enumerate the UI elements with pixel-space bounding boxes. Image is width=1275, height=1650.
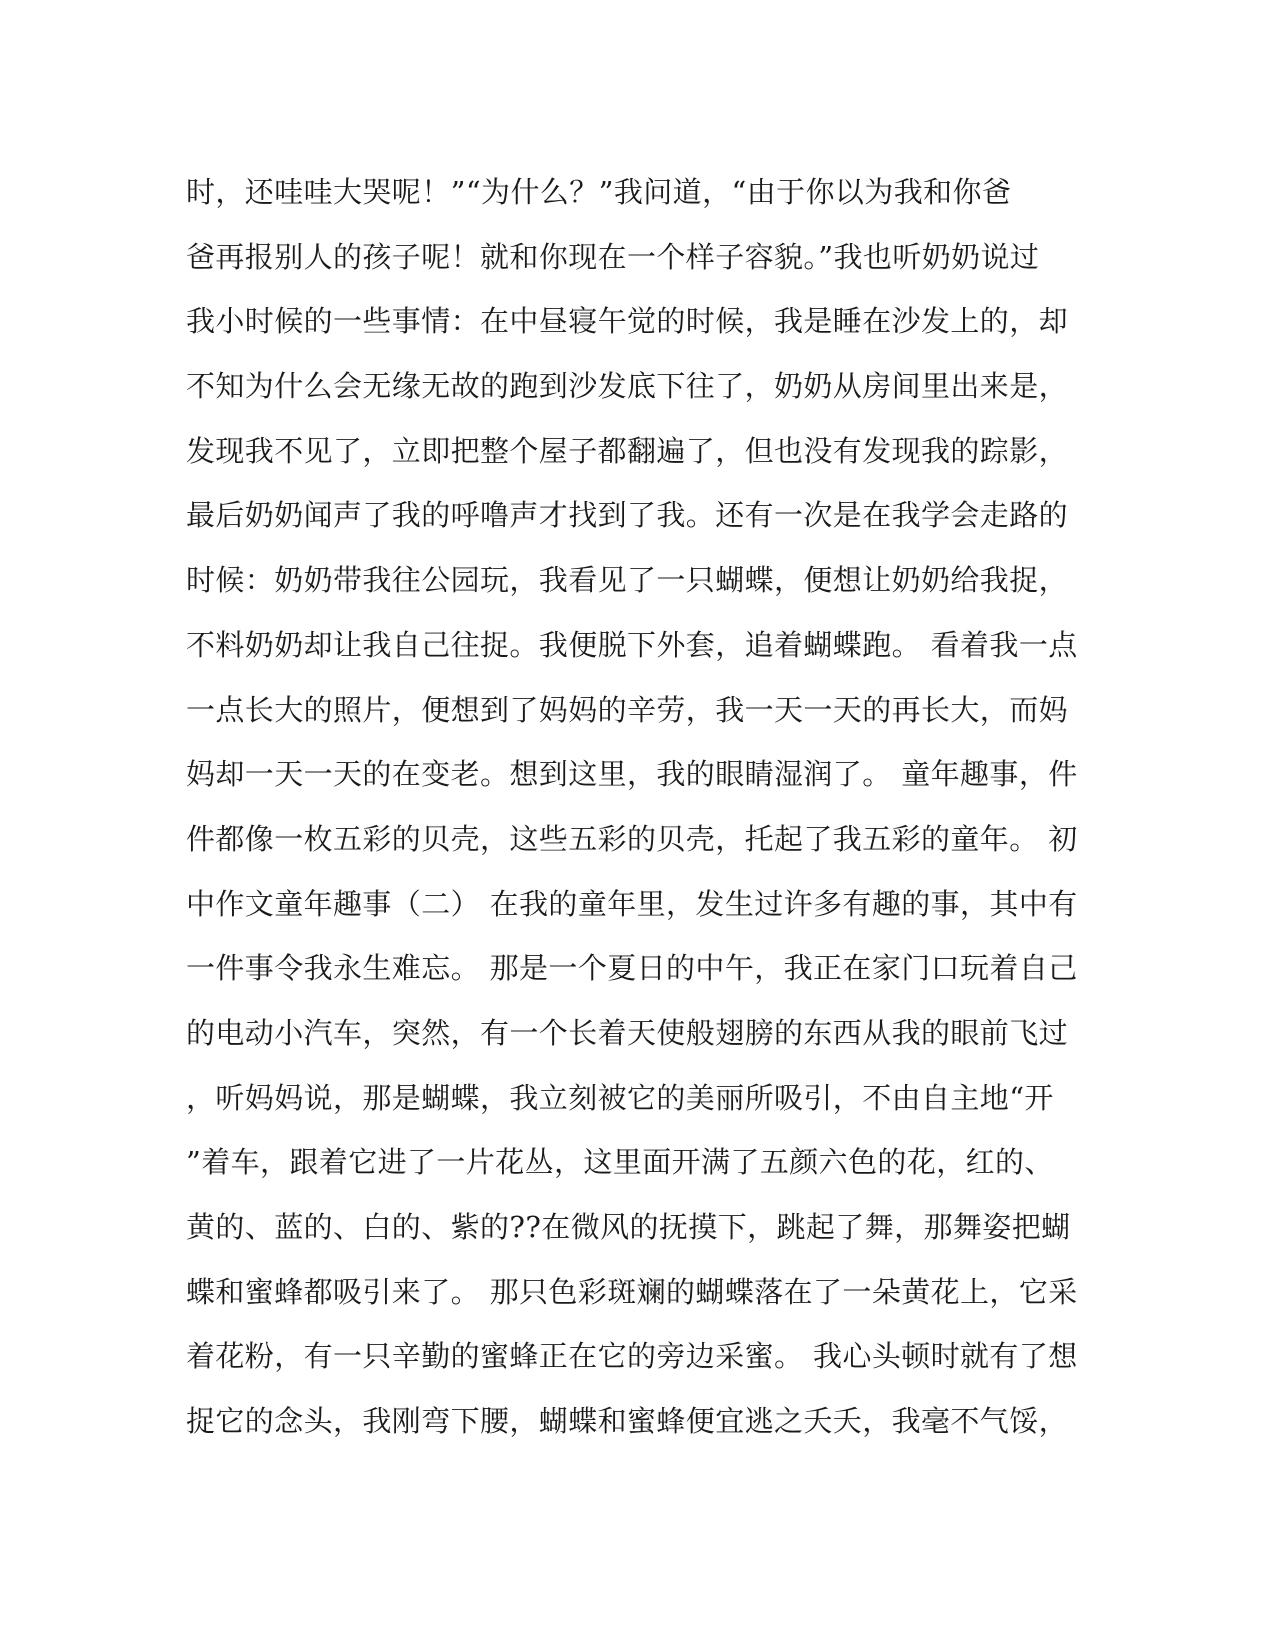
text-line-2: 爸再报别人的孩子呢！就和你现在一个样子容貌。”我也听奶奶说过 (186, 239, 1040, 274)
text-line-16: ”着车，跟着它进了一片花丛，这里面开满了五颜六色的花，红的、 (186, 1145, 1054, 1180)
text-line-19: 着花粉，有一只辛勤的蜜蜂正在它的旁边采蜜。 我心头顿时就有了想 (186, 1339, 1078, 1374)
body-text (186, 160, 1078, 1454)
text-line-15: ，听妈妈说，那是蝴蝶，我立刻被它的美丽所吸引，不由自主地“开 (186, 1080, 1054, 1115)
text-line-7: 时候：奶奶带我往公园玩，我看见了一只蝴蝶，便想让奶奶给我捉， (186, 563, 1069, 598)
text-line-17: 黄的、蓝的、白的、紫的??在微风的抚摸下，跳起了舞，那舞姿把蝴 (186, 1210, 1071, 1244)
text-line-8: 不料奶奶却让我自己往捉。我便脱下外套，追着蝴蝶跑。 看着我一点 (186, 627, 1078, 662)
text-line-10: 妈却一天一天的在变老。想到这里，我的眼睛湿润了。 童年趣事，件 (186, 757, 1078, 792)
text-line-14: 的电动小汽车，突然，有一个长着天使般翅膀的东西从我的眼前飞过 (186, 1015, 1069, 1050)
text-line-13: 一件事令我永生难忘。 那是一个夏日的中午，我正在家门口玩着自己 (186, 951, 1078, 986)
text-line-18: 蝶和蜜蜂都吸引来了。 那只色彩斑斓的蝴蝶落在了一朵黄花上，它采 (186, 1274, 1078, 1309)
text-line-12: 中作文童年趣事（二） 在我的童年里，发生过许多有趣的事，其中有 (186, 886, 1078, 921)
text-line-5: 发现我不见了，立即把整个屋子都翻遍了，但也没有发现我的踪影， (186, 433, 1069, 468)
text-line-1: 时，还哇哇大哭呢！”“为什么？”我问道，“由于你以为我和你爸 (186, 175, 1012, 209)
text-line-20: 捉它的念头，我刚弯下腰，蝴蝶和蜜蜂便宜逃之夭夭，我毫不气馁， (186, 1404, 1069, 1439)
text-line-9: 一点长大的照片，便想到了妈妈的辛劳，我一天一天的再长大，而妈 (186, 692, 1069, 727)
text-line-11: 件都像一枚五彩的贝壳，这些五彩的贝壳，托起了我五彩的童年。 初 (186, 821, 1078, 856)
text-line-3: 我小时候的一些事情：在中昼寝午觉的时候，我是睡在沙发上的，却 (186, 304, 1069, 339)
text-line-6: 最后奶奶闻声了我的呼噜声才找到了我。还有一次是在我学会走路的 (186, 498, 1069, 533)
text-line-4: 不知为什么会无缘无故的跑到沙发底下往了，奶奶从房间里出来是， (186, 369, 1069, 404)
